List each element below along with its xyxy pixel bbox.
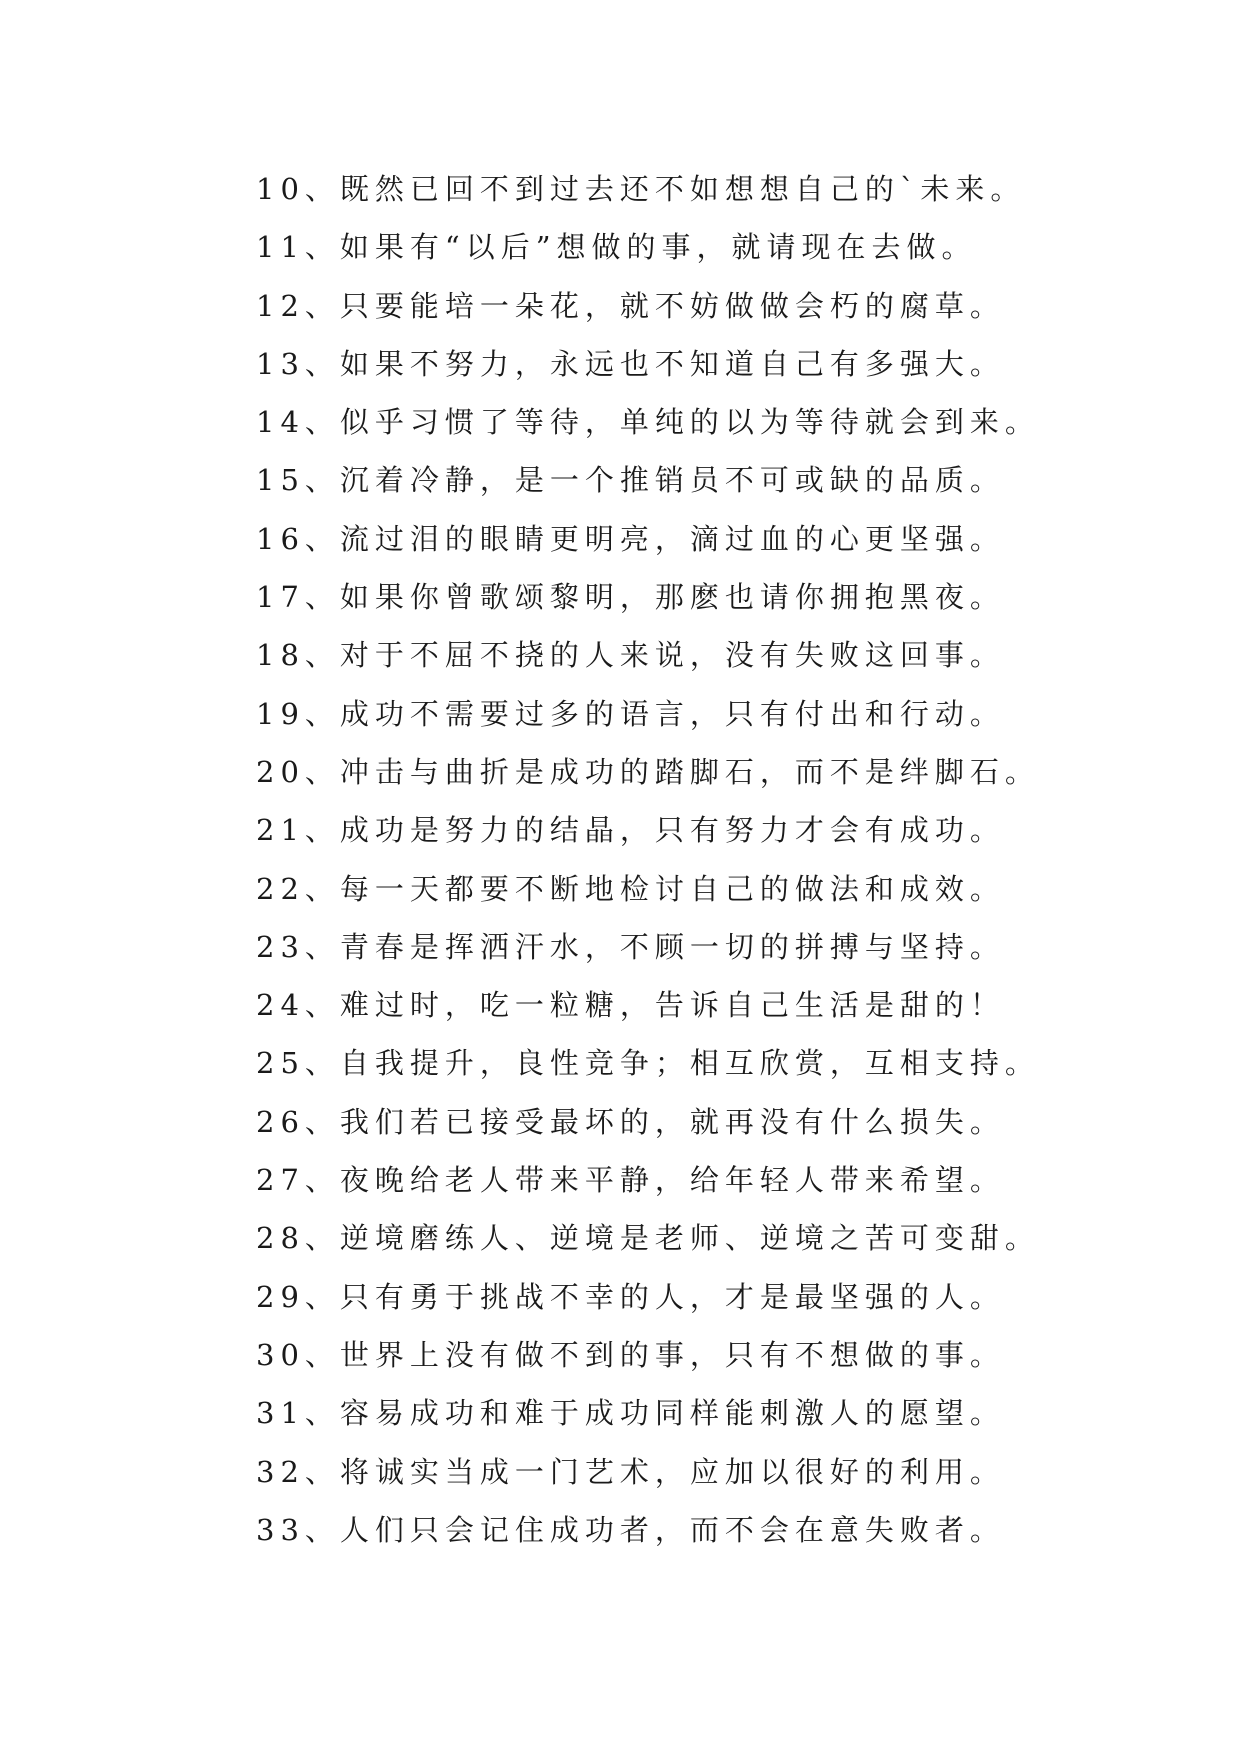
quote-line-14: 14、似乎习惯了等待，单纯的以为等待就会到来。 [256,405,1040,440]
quote-line-18: 18、对于不屈不挠的人来说，没有失败这回事。 [256,638,1005,673]
quote-line-30: 30、世界上没有做不到的事，只有不想做的事。 [256,1337,1005,1372]
quote-line-24: 24、难过时，吃一粒糖，告诉自己生活是甜的！ [256,988,1005,1023]
quote-line-25: 25、自我提升，良性竞争；相互欣赏，互相支持。 [256,1046,1040,1081]
quote-line-26: 26、我们若已接受最坏的，就再没有什么损失。 [256,1104,1005,1139]
quote-line-31: 31、容易成功和难于成功同样能刺激人的愿望。 [256,1396,1005,1431]
quote-line-33: 33、人们只会记住成功者，而不会在意失败者。 [256,1512,1005,1547]
quote-line-32: 32、将诚实当成一门艺术，应加以很好的利用。 [256,1454,1005,1489]
quote-line-12: 12、只要能培一朵花，就不妨做做会朽的腐草。 [256,288,1005,323]
quote-list [256,160,1040,1559]
quote-line-10: 10、既然已回不到过去还不如想想自己的`未来。 [256,172,1026,206]
quote-line-27: 27、夜晚给老人带来平静，给年轻人带来希望。 [256,1163,1005,1198]
quote-line-17: 17、如果你曾歌颂黎明，那麽也请你拥抱黑夜。 [256,580,1005,615]
quote-line-11: 11、如果有“以后”想做的事，就请现在去做。 [256,230,977,265]
quote-line-28: 28、逆境磨练人、逆境是老师、逆境之苦可变甜。 [256,1221,1040,1256]
quote-line-16: 16、流过泪的眼睛更明亮，滴过血的心更坚强。 [256,521,1005,556]
quote-line-13: 13、如果不努力，永远也不知道自己有多强大。 [256,346,1005,381]
quote-line-22: 22、每一天都要不断地检讨自己的做法和成效。 [256,871,1005,906]
quote-line-20: 20、冲击与曲折是成功的踏脚石，而不是绊脚石。 [256,754,1040,789]
quote-line-21: 21、成功是努力的结晶，只有努力才会有成功。 [256,813,1005,848]
quote-line-23: 23、青春是挥洒汗水，不顾一切的拼搏与坚持。 [256,929,1005,964]
quote-line-29: 29、只有勇于挑战不幸的人，才是最坚强的人。 [256,1279,1005,1314]
quote-line-19: 19、成功不需要过多的语言，只有付出和行动。 [256,696,1005,731]
quote-line-15: 15、沉着冷静，是一个推销员不可或缺的品质。 [256,463,1005,498]
